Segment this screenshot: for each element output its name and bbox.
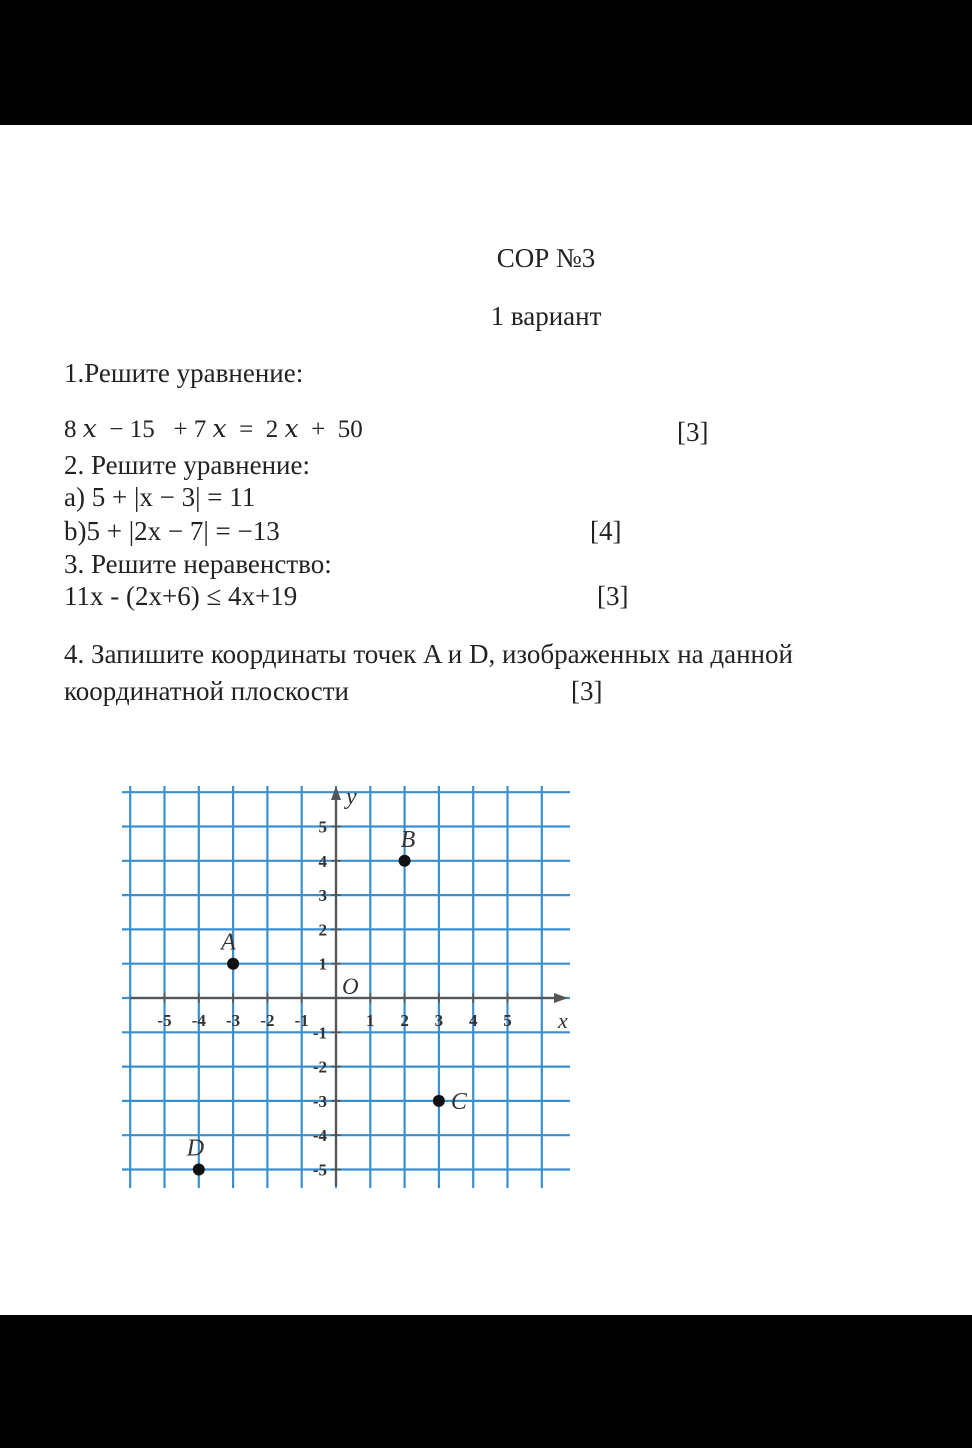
y-tick-label: -2 [312,1057,327,1077]
x-tick-label: -4 [191,1011,206,1030]
y-tick-label: -4 [312,1126,327,1146]
y-tick-label: 2 [318,920,327,940]
x-tick-label: -3 [226,1011,241,1030]
x-tick-label: 1 [366,1011,375,1030]
task1-points: [3] [677,417,709,447]
task2-part-b: b)5 + |2x − 7| = −13 [64,516,280,546]
point-label-a: A [221,929,236,956]
variant-label: 1 вариант [490,301,602,331]
point-c [433,1095,445,1107]
x-tick-label: -2 [260,1011,275,1030]
y-tick-label: 1 [318,954,327,974]
y-tick-label: -5 [312,1160,327,1180]
x-tick-label: 5 [503,1011,512,1030]
point-a [227,958,239,970]
y-tick-label: 4 [318,851,327,871]
point-b [399,855,411,867]
coordinate-plane [110,770,590,1200]
y-tick-label: 3 [318,886,327,906]
task3-inequality: 11x - (2x+6) ≤ 4x+19 [64,581,298,611]
task2-part-a: а) 5 + |x − 3| = 11 [64,482,256,512]
x-tick-label: -5 [157,1011,172,1030]
worksheet-title: СОР №3 [496,243,596,273]
task4-points: [3] [571,676,603,706]
y-axis-label: y [346,784,357,810]
task4-line2: координатной плоскости [64,676,349,706]
x-axis-label: x [558,1008,568,1033]
task3-points: [3] [597,581,629,611]
task4-line1: 4. Запишите координаты точек A и D, изображенных на данной [64,639,793,669]
x-tick-label: 4 [468,1011,478,1030]
point-label-d: D [186,1135,205,1162]
task1-equation: 8 𝑥 − 15 + 7 𝑥 = 2 𝑥 + 50 [64,416,363,443]
y-tick-label: 5 [318,817,327,837]
task3-heading: 3. Решите неравенство: [64,549,332,579]
origin-label: O [342,974,359,999]
x-tick-label: 3 [434,1011,444,1030]
x-tick-label: -1 [294,1011,309,1030]
task2-heading: 2. Решите уравнение: [64,450,310,480]
task2-points: [4] [590,516,622,546]
task1-heading: 1.Решите уравнение: [64,358,304,388]
x-tick-label: 2 [400,1011,409,1030]
y-tick-label: -1 [312,1023,327,1043]
point-label-b: B [400,826,416,853]
point-label-c: C [450,1088,467,1115]
point-d [193,1164,205,1176]
y-tick-label: -3 [312,1091,327,1111]
x-axis-arrow [554,993,568,1003]
